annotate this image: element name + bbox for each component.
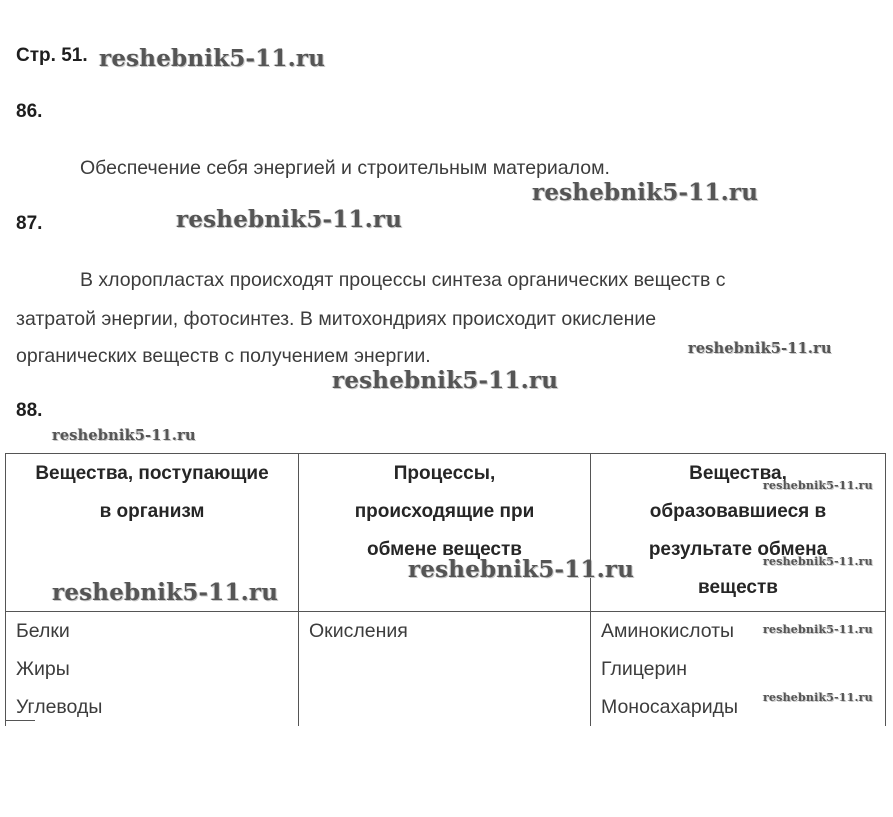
answer-87-line2: затратой энергии, фотосинтез. В митохондриях происходит окисление — [16, 308, 657, 330]
answer-87-line1: В хлоропластах происходят процессы синтеза органических веществ с — [80, 269, 726, 291]
list-item: Жиры — [16, 658, 70, 680]
list-item: Углеводы — [16, 696, 103, 718]
cell-processes — [299, 612, 591, 727]
watermark: reshebnik5-11.ru — [532, 179, 759, 206]
question-number-87: 87. — [16, 213, 43, 234]
question-number-88: 88. — [16, 400, 43, 421]
header-cell-intake: Вещества, поступающие в организм — [6, 454, 299, 612]
list-item: Белки — [16, 620, 70, 642]
watermark: reshebnik5-11.ru — [176, 206, 403, 233]
header-cell-processes: Процессы, происходящие при обмене веществ — [299, 454, 591, 612]
answer-86: Обеспечение себя энергией и строительным материалом. — [80, 157, 610, 179]
answer-87-line3: органических веществ с получением энергии. — [16, 345, 431, 367]
watermark: reshebnik5-11.ru — [99, 45, 326, 72]
watermark: reshebnik5-11.ru — [52, 579, 279, 606]
watermark: reshebnik5-11.ru — [332, 367, 559, 394]
watermark: reshebnik5-11.ru — [763, 623, 873, 636]
list-item: Аминокислоты — [601, 620, 735, 642]
watermark: reshebnik5-11.ru — [763, 691, 873, 704]
list-item: Глицерин — [601, 658, 688, 680]
table-bottom-stub — [5, 720, 35, 721]
header-cell-products: Вещества, образовавшиеся в результате обмена веществ — [591, 454, 886, 612]
page-label: Стр. 51. — [16, 45, 88, 66]
cell-intake-substances — [6, 612, 299, 727]
list-item: Моносахариды — [601, 696, 739, 718]
table-row — [6, 612, 886, 727]
watermark: reshebnik5-11.ru — [52, 427, 196, 444]
list-item: Окисления — [309, 620, 408, 642]
watermark: reshebnik5-11.ru — [763, 479, 873, 492]
watermark: reshebnik5-11.ru — [763, 555, 873, 568]
question-number-86: 86. — [16, 101, 43, 122]
watermark: reshebnik5-11.ru — [408, 556, 635, 583]
watermark: reshebnik5-11.ru — [688, 340, 832, 357]
